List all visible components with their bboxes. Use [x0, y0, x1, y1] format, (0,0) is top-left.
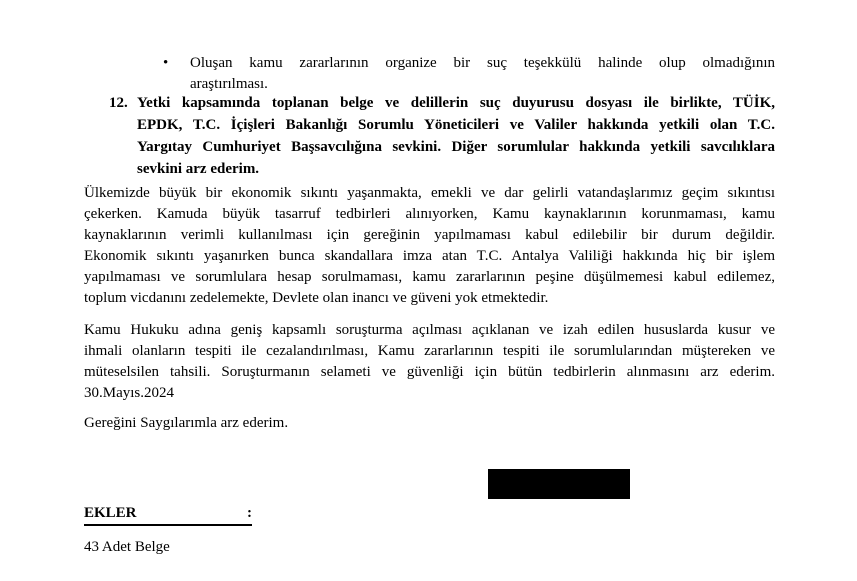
- bullet-item-line: Oluşan kamu zararlarının organize bir suç teşekkülü halinde olup olmadığının: [190, 55, 775, 71]
- list-item-12-line: Yargıtay Cumhuriyet Başsavcılığına sevkini. Diğer sorumlular hakkında yetkili savcılıklara: [137, 139, 775, 155]
- list-item-12: [137, 92, 775, 180]
- list-item-12-line: EPDK, T.C. İçişleri Bakanlığı Sorumlu Yöneticileri ve Valiler hakkında yetkili olan T.C.: [137, 117, 775, 133]
- bullet-item-line: araştırılması.: [190, 76, 268, 92]
- bullet-item: [190, 53, 775, 95]
- paragraph-line: ihmali olanların tespiti ile cezalandırılması, Kamu zararlarının tespiti ile sorumlularından müştereken ve: [84, 343, 775, 359]
- body-paragraph-1: [84, 183, 775, 309]
- paragraph-line: Ekonomik sıkıntı yaşanırken bunca skandallara imza atan T.C. Antalya Valiliği hakkında hiç bir işlem: [84, 248, 775, 264]
- attachments-heading-colon: :: [247, 505, 252, 521]
- date-line: 30.Mayıs.2024: [84, 385, 174, 401]
- list-item-12-line: Yetki kapsamında toplanan belge ve delillerin suç duyurusu dosyası ile birlikte, TÜİK,: [137, 95, 775, 111]
- attachments-value: 43 Adet Belge: [84, 539, 170, 555]
- list-item-12-line: sevkini arz ederim.: [137, 161, 260, 177]
- paragraph-line: Kamu Hukuku adına geniş kapsamlı soruşturma açılması açıklanan ve izah edilen hususlarda kusur ve: [84, 322, 775, 338]
- paragraph-line: Ülkemizde büyük bir ekonomik sıkıntı yaşanmakta, emekli ve dar gelirli vatandaşlarımız geçim sıkıntısı: [84, 185, 775, 201]
- bullet-icon: •: [163, 55, 169, 71]
- paragraph-line: çekerken. Kamuda büyük tasarruf tedbirleri alınıyorken, Kamu kaynaklarının korunmaması, kamu: [84, 206, 775, 222]
- closing-line: Gereğini Saygılarımla arz ederim.: [84, 415, 289, 431]
- paragraph-line: kaynaklarının verimli kullanılması için gereğinin yapılmaması kabul edilebilir bir durum değildir.: [84, 227, 775, 243]
- paragraph-line: toplum vicdanını zedelemekte, Devlete olan inancı ve güveni yok etmektedir.: [84, 290, 549, 306]
- paragraph-line: yapılmaması ve sorumlulara hesap sorulmaması, kamu zararlarının peşine düşülmemesi kabul edilemez,: [84, 269, 775, 285]
- paragraph-line: müteselsilen tahsili. Soruşturmanın selameti ve güvenliği için bütün tedbirlerin alınmasını arz ederim.: [84, 364, 775, 380]
- redacted-signature-block: [488, 469, 630, 499]
- list-item-number: 12.: [109, 95, 128, 111]
- attachments-heading: [84, 504, 252, 526]
- body-paragraph-2: [84, 320, 775, 404]
- attachments-heading-label: EKLER: [84, 505, 137, 521]
